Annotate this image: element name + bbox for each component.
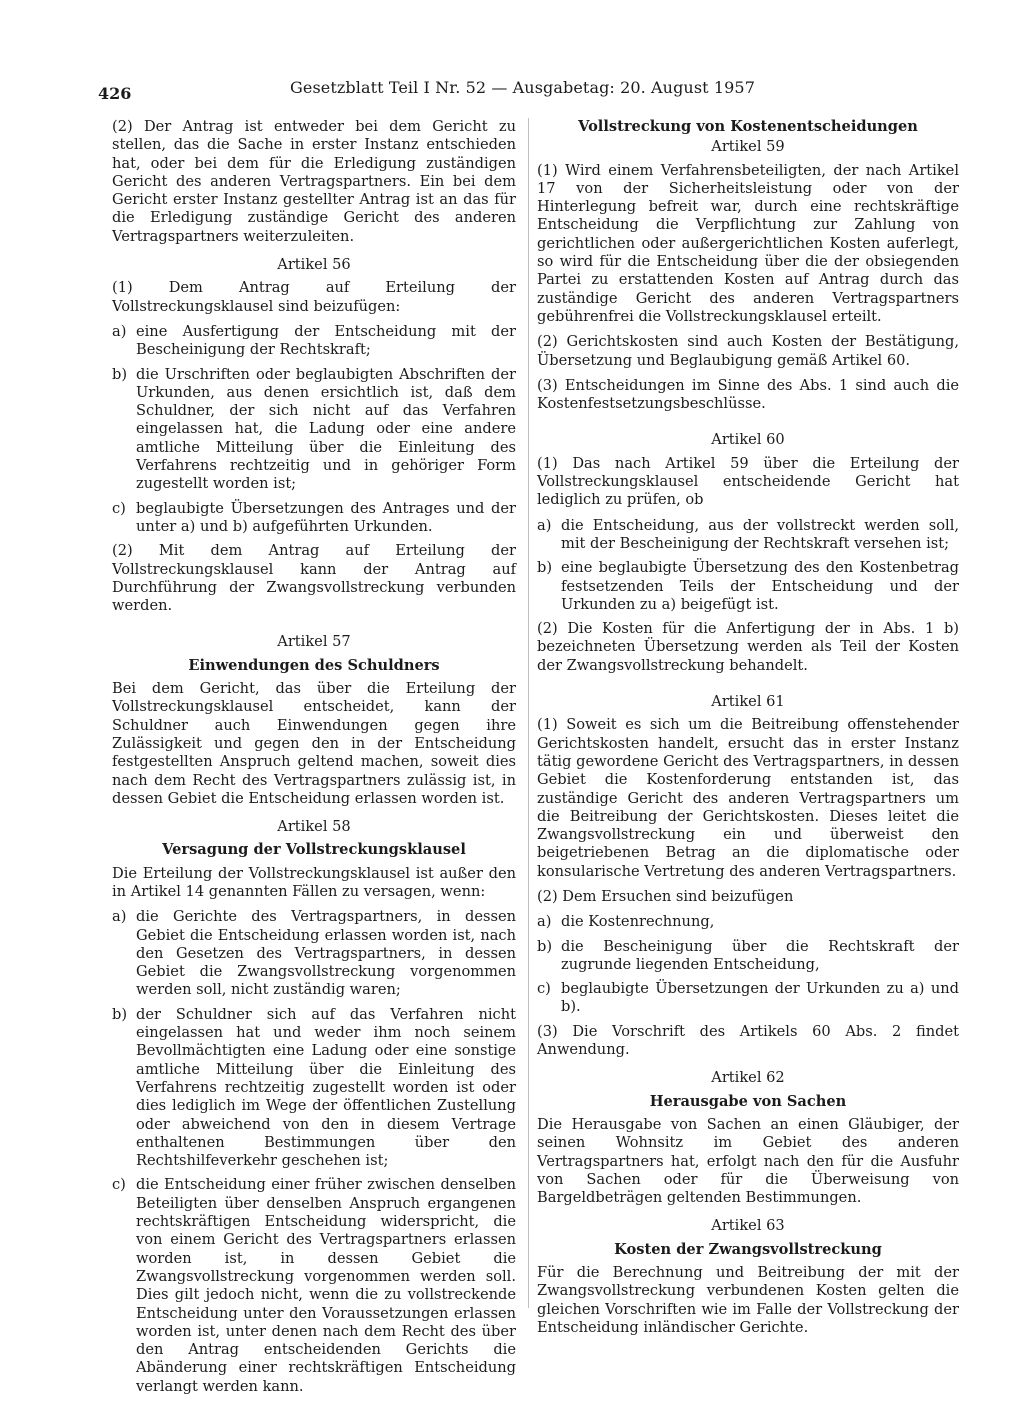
- item-text: eine beglaubigte Übersetzung des den Kostenbetrag festsetzenden Teils der Entscheidung und der Urkunden zu a) beigefügt ist.: [561, 559, 959, 613]
- item-text: die Bescheinigung über die Rechtskraft der zugrunde liegenden Entscheidung,: [561, 937, 959, 973]
- art58-paragraph-1: Die Erteilung der Vollstreckungsklausel ist außer den in Artikel 14 genannten Fällen zu versagen, wenn:: [112, 864, 516, 900]
- article-62-title: Artikel 62: [711, 1069, 785, 1087]
- item-text: beglaubigte Übersetzungen der Urkunden zu a) und b).: [561, 980, 959, 1016]
- art56-item-a: [112, 323, 516, 360]
- art56-item-b: [112, 366, 516, 494]
- art61-item-c: [537, 980, 959, 1017]
- art60-paragraph-1: (1) Das nach Artikel 59 über die Erteilung der Vollstreckungsklausel entscheidende Gericht hat lediglich zu prüfen, ob: [537, 454, 959, 509]
- art59-paragraph-1: (1) Wird einem Verfahrensbeteiligten, der nach Artikel 17 von der Sicherheitsleistung oder von der Hinterlegung befreit war, durch eine rechtskräftige Entscheidung die Verpflichtung zur Zahlung von gerichtlichen oder außergerichtlichen Kosten auferlegt, so wird für die Entscheidung über die der obsiegenden Partei zu erstattenden Kosten auf Antrag durch das zuständige Gericht des anderen Vertragspartners gebührenfrei die Vollstreckungsklausel erteilt.: [537, 161, 959, 325]
- page-header: [98, 76, 763, 106]
- art56-paragraph-2: (2) Mit dem Antrag auf Erteilung der Vollstreckungsklausel kann der Antrag auf Durchführung der Zwangsvollstreckung verbunden werden.: [112, 542, 516, 615]
- art58-item-b: [112, 1006, 516, 1171]
- item-label: b): [112, 1005, 128, 1023]
- item-label: c): [537, 980, 551, 998]
- art59-paragraph-3: (3) Entscheidungen im Sinne des Abs. 1 sind auch die Kostenfestsetzungsbeschlüsse.: [537, 376, 959, 413]
- item-text: die Entscheidung einer früher zwischen denselben Beteiligten über denselben Anspruch ergangenen rechtskräftigen Entscheidung widerspricht, die von einem Gericht des Vertragspartners erlassen worden ist, in dessen Gebiet die Zwangsvollstreckung vorgenommen werden soll. Dies gilt jedoch nicht, wenn die zu vollstreckende Entscheidung unter den Voraussetzungen erlassen worden ist, unter denen nach dem Recht des über den Antrag entscheidenden Gerichts die Abänderung einer rechtskräftigen Entscheidung verlangt werden kann.: [136, 1176, 516, 1395]
- art61-paragraph-1: (1) Soweit es sich um die Beitreibung offenstehender Gerichtskosten handelt, ersucht das in erster Instanz tätig gewordene Gericht des Vertragspartners, in dessen Gebiet die Kostenforderung entstanden ist, das zuständige Gericht des anderen Vertragspartners um die Beitreibung der Gerichtskosten. Dieses leitet die Zwangsvollstreckung ein und überweist den beigetriebenen Betrag an die diplomatische oder konsularische Vertretung des anderen Vertragspartners.: [537, 716, 959, 880]
- article-58-heading: Versagung der Vollstreckungsklausel: [162, 841, 466, 859]
- item-label: c): [112, 1176, 126, 1194]
- item-label: c): [112, 499, 126, 517]
- art60-item-b: [537, 559, 959, 614]
- article-60-title: Artikel 60: [711, 431, 785, 449]
- item-label: a): [112, 908, 127, 926]
- item-label: b): [112, 365, 128, 383]
- art58-item-c: [112, 1176, 516, 1396]
- art55-paragraph-2: (2) Der Antrag ist entweder bei dem Gericht zu stellen, das die Sache in erster Instanz entschieden hat, oder bei dem für die Erledigung zuständigen Gericht des anderen Vertragspartners. Ein bei dem Gericht erster Instanz gestellter Antrag ist an das für die Erledigung zuständige Gericht des anderen Vertragspartners weiterzuleiten.: [112, 118, 516, 245]
- item-text: die Gerichte des Vertragspartners, in dessen Gebiet die Entscheidung erlassen worden ist, nach den Gesetzen des Vertragspartners, in dessen Gebiet die Zwangsvollstreckung vorgenommen werden soll, nicht zuständig waren;: [136, 908, 516, 999]
- article-57-heading: Einwendungen des Schuldners: [188, 656, 440, 674]
- art57-paragraph-1: Bei dem Gericht, das über die Erteilung der Vollstreckungsklausel entscheidet, kann der Schuldner auch Einwendungen gegen ihre Zulässigkeit und gegen den in der Entscheidung festgestellten Anspruch geltend machen, soweit dies nach dem Recht des Vertragspartners zulässig ist, in dessen Gebiet die Entscheidung erlassen worden ist.: [112, 680, 516, 807]
- gazette-title: Gesetzblatt Teil I Nr. 52 — Ausgabetag: 20. August 1957: [290, 78, 755, 97]
- article-63-title: Artikel 63: [711, 1217, 785, 1235]
- article-62-heading: Herausgabe von Sachen: [649, 1092, 847, 1110]
- item-text: die Urschriften oder beglaubigten Abschriften der Urkunden, aus denen ersichtlich ist, daß dem Schuldner, der sich nicht auf das Verfahren eingelassen hat, die Ladung oder eine andere amtliche Mitteilung über die Einleitung des Verfahrens rechtzeitig und in gehöriger Form zugestellt worden ist;: [136, 365, 516, 493]
- article-61-title: Artikel 61: [711, 693, 785, 711]
- column-divider: [528, 118, 529, 1308]
- item-label: b): [537, 559, 553, 577]
- art56-item-c: [112, 500, 516, 537]
- art58-item-a: [112, 908, 516, 999]
- item-label: a): [112, 322, 127, 340]
- item-label: a): [537, 516, 552, 534]
- page-number: 426: [98, 84, 132, 103]
- right-column: [537, 118, 959, 1344]
- art61-paragraph-3: (3) Die Vorschrift des Artikels 60 Abs. 2 findet Anwendung.: [537, 1022, 959, 1059]
- art60-item-a: [537, 517, 959, 554]
- art59-paragraph-2: (2) Gerichtskosten sind auch Kosten der Bestätigung, Übersetzung und Beglaubigung gemäß Artikel 60.: [537, 333, 959, 369]
- item-label: b): [537, 937, 553, 955]
- art56-paragraph-1: (1) Dem Antrag auf Erteilung der Vollstreckungsklausel sind beizufügen:: [112, 279, 516, 315]
- item-text: der Schuldner sich auf das Verfahren nicht eingelassen hat und weder ihm noch seinem Bevollmächtigten eine Ladung oder eine sonstige amtliche Mitteilung über die Einleitung des Verfahrens rechtzeitig zugestellt worden ist oder dies lediglich im Wege der öffentlichen Zustellung oder abweichend von den in diesem Vertrage enthaltenen Bestimmungen über den Rechtshilfeverkehr geschehen ist;: [136, 1005, 516, 1170]
- section-heading: Vollstreckung von Kostenentscheidungen: [578, 118, 918, 135]
- article-57-title: Artikel 57: [277, 633, 351, 651]
- item-label: a): [537, 913, 552, 931]
- art61-item-b: [537, 938, 959, 975]
- art61-item-a: [537, 913, 959, 931]
- item-text: eine Ausfertigung der Entscheidung mit der Bescheinigung der Rechtskraft;: [136, 322, 516, 359]
- article-56-title: Artikel 56: [277, 256, 351, 274]
- article-63-heading: Kosten der Zwangsvollstreckung: [614, 1240, 882, 1258]
- article-59-title: Artikel 59: [711, 138, 785, 156]
- art61-paragraph-2: (2) Dem Ersuchen sind beizufügen: [537, 887, 794, 905]
- item-text: die Entscheidung, aus der vollstreckt werden soll, mit der Bescheinigung der Rechtskraft versehen ist;: [561, 516, 959, 552]
- item-text: die Kostenrechnung,: [561, 913, 715, 931]
- art62-paragraph-1: Die Herausgabe von Sachen an einen Gläubiger, der seinen Wohnsitz im Gebiet des anderen Vertragspartners hat, erfolgt nach den für die Ausfuhr von Sachen oder für die Überweisung von Bargeldbeträgen geltenden Bestimmungen.: [537, 1115, 959, 1207]
- left-column: [112, 118, 516, 1402]
- art63-paragraph-1: Für die Berechnung und Beitreibung der mit der Zwangsvollstreckung verbundenen Kosten gelten die gleichen Vorschriften wie im Falle der Vollstreckung der Entscheidung inländischer Gerichte.: [537, 1264, 959, 1336]
- article-58-title: Artikel 58: [277, 818, 351, 836]
- art60-paragraph-2: (2) Die Kosten für die Anfertigung der in Abs. 1 b) bezeichneten Übersetzung werden als Teil der Kosten der Zwangsvollstreckung behandelt.: [537, 620, 959, 674]
- item-text: beglaubigte Übersetzungen des Antrages und der unter a) und b) aufgeführten Urkunden.: [136, 499, 516, 535]
